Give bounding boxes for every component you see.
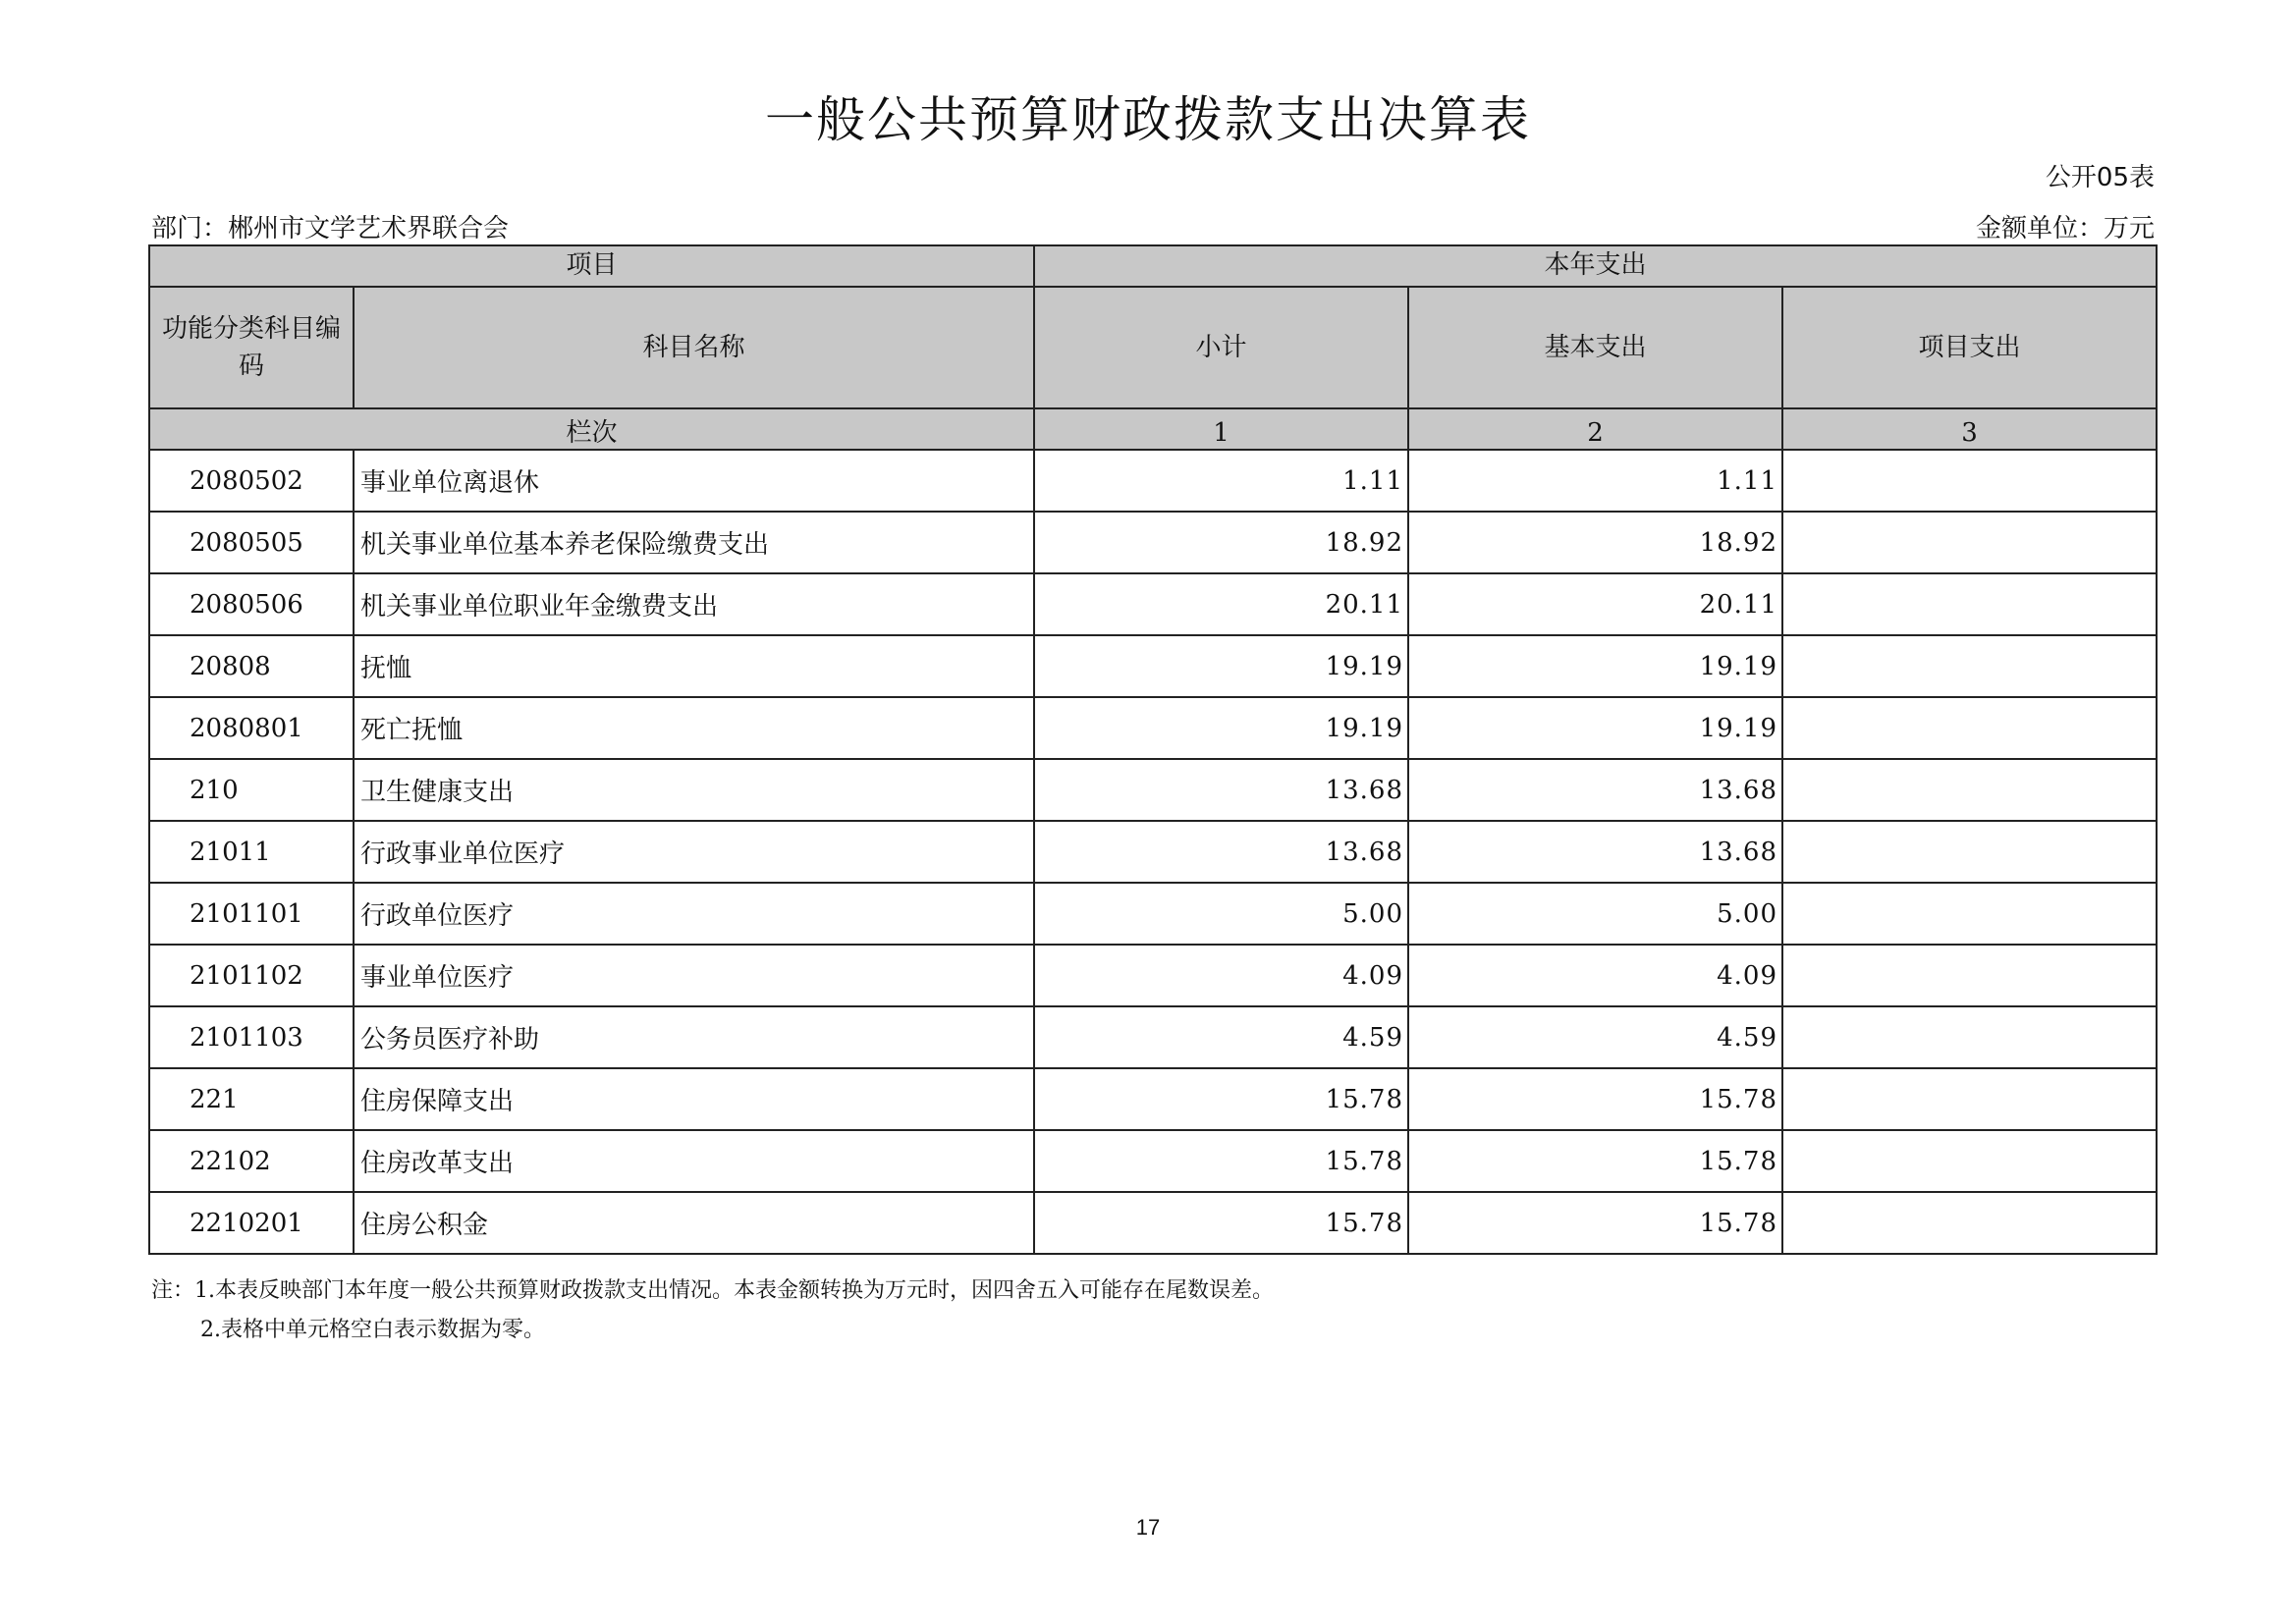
row-code: 2210201 — [149, 1192, 354, 1254]
row-subtotal: 19.19 — [1034, 635, 1408, 697]
row-name: 住房公积金 — [354, 1192, 1034, 1254]
row-basic: 5.00 — [1408, 883, 1782, 945]
row-subtotal: 5.00 — [1034, 883, 1408, 945]
row-basic: 1.11 — [1408, 450, 1782, 512]
header-row-top — [149, 245, 2157, 287]
row-subtotal: 15.78 — [1034, 1068, 1408, 1130]
row-name: 卫生健康支出 — [354, 759, 1034, 821]
form-code: 公开05表 — [2045, 163, 2155, 192]
row-code: 20808 — [149, 635, 354, 697]
row-basic: 19.19 — [1408, 697, 1782, 759]
row-project — [1782, 635, 2157, 697]
row-basic: 15.78 — [1408, 1192, 1782, 1254]
row-code: 2101101 — [149, 883, 354, 945]
table-row — [149, 512, 2157, 573]
row-subtotal: 20.11 — [1034, 573, 1408, 635]
row-code: 22102 — [149, 1130, 354, 1192]
header-current-year: 本年支出 — [1034, 245, 2157, 287]
row-basic: 13.68 — [1408, 759, 1782, 821]
header-index-2: 2 — [1408, 408, 1782, 450]
row-code: 2101103 — [149, 1006, 354, 1068]
row-name: 死亡抚恤 — [354, 697, 1034, 759]
note-line-2: 2.表格中单元格空白表示数据为零。 — [200, 1318, 545, 1342]
header-row-index — [149, 408, 2157, 450]
table-row — [149, 1192, 2157, 1254]
header-basic-column: 基本支出 — [1408, 287, 1782, 408]
expenditure-table — [148, 244, 2158, 1255]
row-subtotal: 13.68 — [1034, 821, 1408, 883]
department-label: 部门：郴州市文学艺术界联合会 — [151, 214, 510, 243]
header-index-3: 3 — [1782, 408, 2157, 450]
row-subtotal: 4.59 — [1034, 1006, 1408, 1068]
row-name: 行政单位医疗 — [354, 883, 1034, 945]
row-code: 2080506 — [149, 573, 354, 635]
row-subtotal: 13.68 — [1034, 759, 1408, 821]
row-code: 2101102 — [149, 945, 354, 1006]
table-row — [149, 1130, 2157, 1192]
header-index-1: 1 — [1034, 408, 1408, 450]
row-name: 机关事业单位职业年金缴费支出 — [354, 573, 1034, 635]
row-code: 21011 — [149, 821, 354, 883]
note-line-1: 注：1.本表反映部门本年度一般公共预算财政拨款支出情况。本表金额转换为万元时，因四舍五入可能存在尾数误差。 — [151, 1278, 1274, 1303]
page-number: 17 — [1135, 1515, 1161, 1540]
row-project — [1782, 945, 2157, 1006]
row-code: 2080505 — [149, 512, 354, 573]
row-name: 住房保障支出 — [354, 1068, 1034, 1130]
table-row — [149, 573, 2157, 635]
table-row — [149, 697, 2157, 759]
row-project — [1782, 512, 2157, 573]
row-subtotal: 19.19 — [1034, 697, 1408, 759]
row-code: 2080502 — [149, 450, 354, 512]
header-name-column: 科目名称 — [354, 287, 1034, 408]
row-basic: 15.78 — [1408, 1130, 1782, 1192]
row-project — [1782, 759, 2157, 821]
row-basic: 13.68 — [1408, 821, 1782, 883]
row-project — [1782, 1068, 2157, 1130]
row-basic: 4.09 — [1408, 945, 1782, 1006]
row-code: 210 — [149, 759, 354, 821]
row-project — [1782, 697, 2157, 759]
row-project — [1782, 821, 2157, 883]
row-project — [1782, 573, 2157, 635]
row-basic: 18.92 — [1408, 512, 1782, 573]
table-row — [149, 821, 2157, 883]
table-row — [149, 1006, 2157, 1068]
row-subtotal: 15.78 — [1034, 1192, 1408, 1254]
header-subtotal-column: 小计 — [1034, 287, 1408, 408]
table-row — [149, 883, 2157, 945]
header-row-columns — [149, 287, 2157, 408]
header-project: 项目 — [149, 245, 1034, 287]
row-basic: 4.59 — [1408, 1006, 1782, 1068]
row-subtotal: 1.11 — [1034, 450, 1408, 512]
row-subtotal: 15.78 — [1034, 1130, 1408, 1192]
notes — [151, 1271, 1274, 1350]
row-basic: 20.11 — [1408, 573, 1782, 635]
unit-label: 金额单位：万元 — [1975, 214, 2155, 243]
header-project-column: 项目支出 — [1782, 287, 2157, 408]
row-code: 2080801 — [149, 697, 354, 759]
row-basic: 15.78 — [1408, 1068, 1782, 1130]
row-name: 住房改革支出 — [354, 1130, 1034, 1192]
row-basic: 19.19 — [1408, 635, 1782, 697]
header-index-label: 栏次 — [149, 408, 1034, 450]
row-project — [1782, 1130, 2157, 1192]
row-name: 机关事业单位基本养老保险缴费支出 — [354, 512, 1034, 573]
table-row — [149, 635, 2157, 697]
row-name: 抚恤 — [354, 635, 1034, 697]
row-project — [1782, 1006, 2157, 1068]
table-row — [149, 1068, 2157, 1130]
row-subtotal: 4.09 — [1034, 945, 1408, 1006]
row-name: 行政事业单位医疗 — [354, 821, 1034, 883]
table-row — [149, 450, 2157, 512]
table-row — [149, 945, 2157, 1006]
row-project — [1782, 450, 2157, 512]
row-code: 221 — [149, 1068, 354, 1130]
row-subtotal: 18.92 — [1034, 512, 1408, 573]
row-name: 公务员医疗补助 — [354, 1006, 1034, 1068]
row-project — [1782, 883, 2157, 945]
page-title: 一般公共预算财政拨款支出决算表 — [765, 91, 1531, 148]
table-row — [149, 759, 2157, 821]
header-code-column: 功能分类科目编码 — [149, 287, 354, 408]
row-name: 事业单位离退休 — [354, 450, 1034, 512]
row-name: 事业单位医疗 — [354, 945, 1034, 1006]
row-project — [1782, 1192, 2157, 1254]
